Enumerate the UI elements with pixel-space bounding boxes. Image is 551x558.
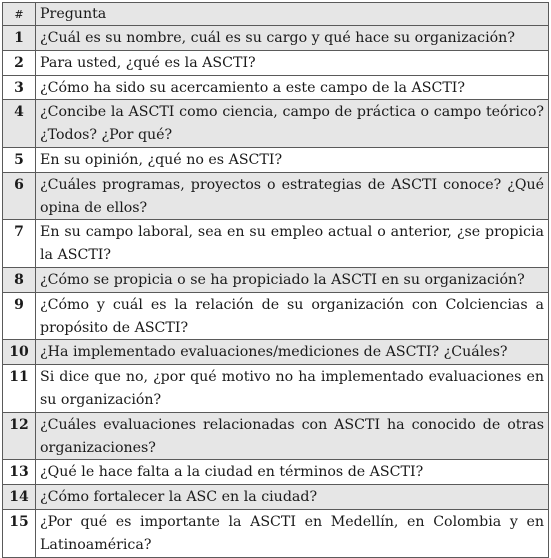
row-number: 11 — [3, 365, 36, 413]
row-number: 2 — [3, 50, 36, 75]
table-row — [3, 75, 549, 100]
table-row — [3, 172, 549, 220]
row-number: 6 — [3, 172, 36, 220]
table-row — [3, 50, 549, 75]
table-row — [3, 292, 549, 340]
row-question: ¿Concibe la ASCTI como ciencia, campo de práctica o campo teórico? ¿Todos? ¿Por qué? — [36, 100, 549, 148]
header-row — [3, 3, 549, 26]
table-row — [3, 412, 549, 460]
row-number: 3 — [3, 75, 36, 100]
row-number: 10 — [3, 340, 36, 365]
row-question: ¿Qué le hace falta a la ciudad en términos de ASCTI? — [36, 460, 549, 485]
table-row — [3, 220, 549, 268]
table-row — [3, 100, 549, 148]
row-question: ¿Cómo ha sido su acercamiento a este campo de la ASCTI? — [36, 75, 549, 100]
table-row — [3, 509, 549, 557]
row-question: Para usted, ¿qué es la ASCTI? — [36, 50, 549, 75]
row-number: 12 — [3, 412, 36, 460]
row-question: ¿Cómo y cuál es la relación de su organización con Colciencias a propósito de ASCTI? — [36, 292, 549, 340]
row-number: 13 — [3, 460, 36, 485]
row-number: 8 — [3, 267, 36, 292]
row-number: 15 — [3, 509, 36, 557]
row-number: 14 — [3, 485, 36, 510]
row-question: Si dice que no, ¿por qué motivo no ha implementado evaluaciones en su organización? — [36, 365, 549, 413]
row-question: ¿Cuáles programas, proyectos o estrategias de ASCTI conoce? ¿Qué opina de ellos? — [36, 172, 549, 220]
row-number: 4 — [3, 100, 36, 148]
header-question: Pregunta — [36, 3, 549, 26]
row-question: ¿Cuáles evaluaciones relacionadas con ASCTI ha conocido de otras organizaciones? — [36, 412, 549, 460]
table-row — [3, 460, 549, 485]
row-number: 9 — [3, 292, 36, 340]
row-question: ¿Cómo fortalecer la ASC en la ciudad? — [36, 485, 549, 510]
table-row — [3, 485, 549, 510]
row-question: ¿Ha implementado evaluaciones/mediciones de ASCTI? ¿Cuáles? — [36, 340, 549, 365]
questions-table — [2, 2, 549, 558]
row-question: ¿Cuál es su nombre, cuál es su cargo y qué hace su organización? — [36, 26, 549, 51]
row-question: ¿Cómo se propicia o se ha propiciado la ASCTI en su organización? — [36, 267, 549, 292]
table-row — [3, 340, 549, 365]
table-row — [3, 365, 549, 413]
row-question: En su campo laboral, sea en su empleo actual o anterior, ¿se propicia la ASCTI? — [36, 220, 549, 268]
table-row — [3, 147, 549, 172]
row-number: 5 — [3, 147, 36, 172]
row-number: 1 — [3, 26, 36, 51]
row-question: ¿Por qué es importante la ASCTI en Medellín, en Colombia y en Latinoamérica? — [36, 509, 549, 557]
row-number: 7 — [3, 220, 36, 268]
header-number: # — [3, 3, 36, 26]
row-question: En su opinión, ¿qué no es ASCTI? — [36, 147, 549, 172]
table-row — [3, 267, 549, 292]
table-row — [3, 26, 549, 51]
